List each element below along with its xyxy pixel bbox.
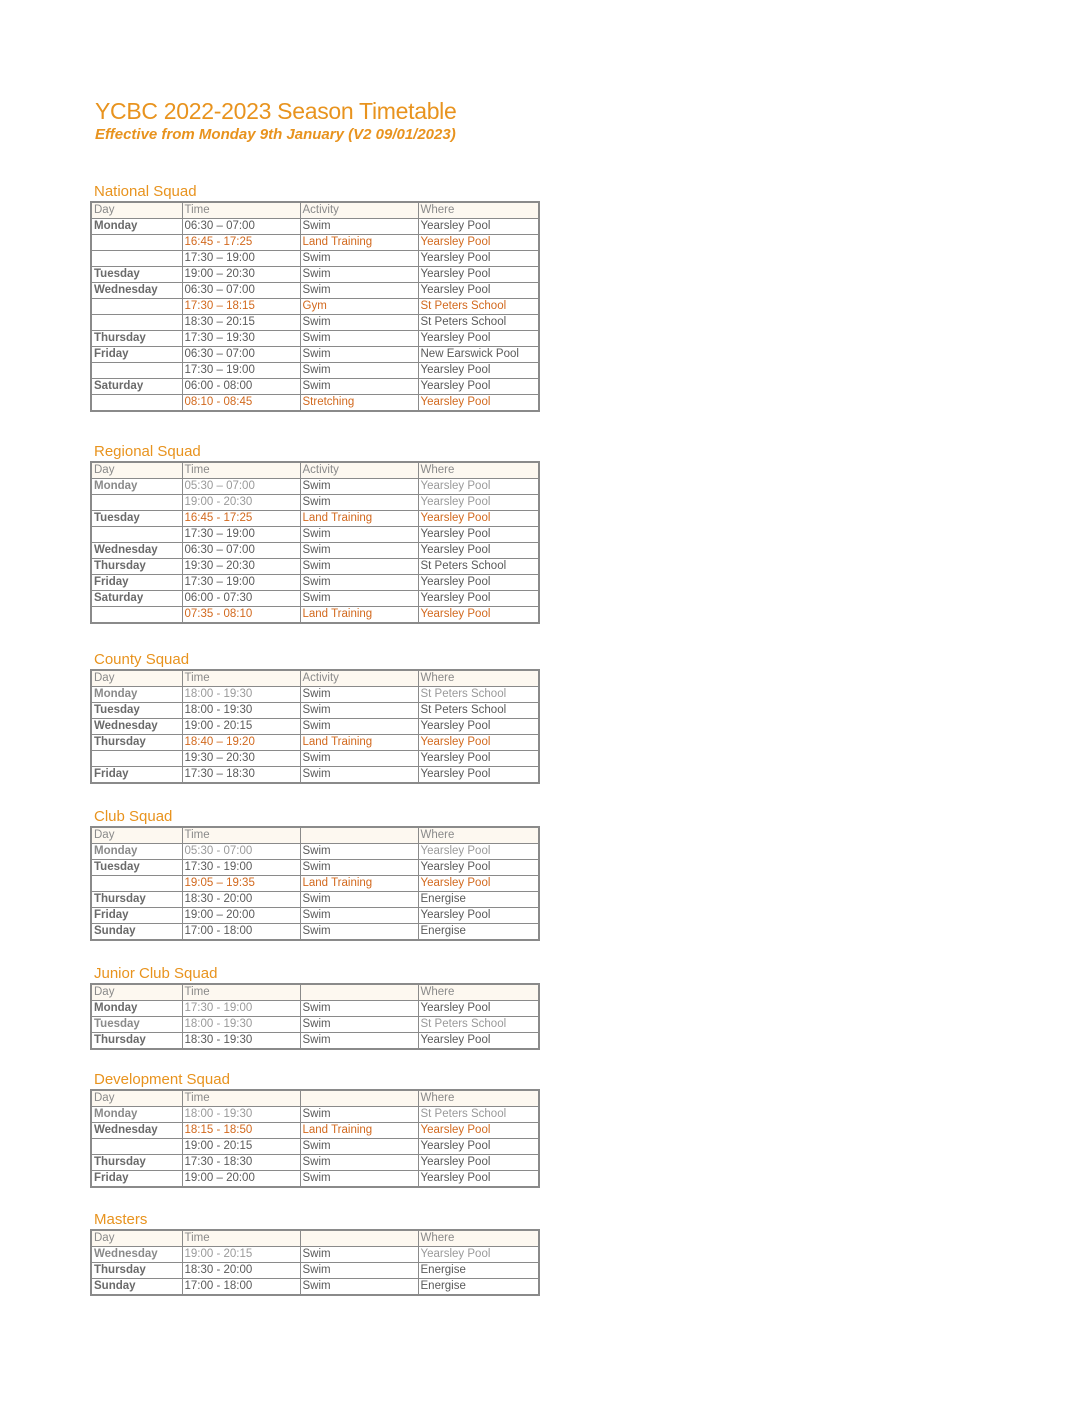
table-row: [91, 283, 539, 299]
cell-activity: Swim: [300, 1279, 418, 1296]
cell-day: Tuesday: [91, 267, 182, 283]
cell-activity: Land Training: [300, 1123, 418, 1139]
cell-where: Yearsley Pool: [418, 1033, 539, 1050]
cell-where: St Peters School: [418, 703, 539, 719]
cell-activity: Swim: [300, 703, 418, 719]
cell-activity: Swim: [300, 1001, 418, 1017]
cell-activity: Swim: [300, 924, 418, 941]
cell-where: Yearsley Pool: [418, 235, 539, 251]
cell-activity: Swim: [300, 251, 418, 267]
cell-where: St Peters School: [418, 299, 539, 315]
squad-title: Club Squad: [94, 808, 173, 825]
cell-day: Monday: [91, 844, 182, 860]
cell-activity: Swim: [300, 1263, 418, 1279]
squad-title: County Squad: [94, 651, 190, 668]
table-row: [91, 607, 539, 624]
cell-time: 17:30 - 19:00: [182, 1001, 300, 1017]
cell-time: 06:30 – 07:00: [182, 219, 300, 235]
cell-where: Yearsley Pool: [418, 1247, 539, 1263]
table-row: [91, 235, 539, 251]
cell-day: [91, 315, 182, 331]
cell-activity: Swim: [300, 315, 418, 331]
cell-where: Yearsley Pool: [418, 495, 539, 511]
table-row: [91, 908, 539, 924]
column-header-day: Day: [91, 1230, 182, 1247]
cell-activity: Swim: [300, 479, 418, 495]
squad-section-junior-club-squad: [90, 965, 538, 1050]
table-row: [91, 703, 539, 719]
cell-day: Thursday: [91, 331, 182, 347]
cell-time: 18:15 - 18:50: [182, 1123, 300, 1139]
table-row: [91, 892, 539, 908]
cell-time: 16:45 - 17:25: [182, 235, 300, 251]
cell-activity: Swim: [300, 591, 418, 607]
timetable-table: [90, 983, 540, 1050]
column-header-time: Time: [182, 462, 300, 479]
cell-activity: Land Training: [300, 876, 418, 892]
table-row: [91, 1107, 539, 1123]
cell-where: Yearsley Pool: [418, 1155, 539, 1171]
cell-day: [91, 251, 182, 267]
table-row: [91, 559, 539, 575]
cell-activity: Swim: [300, 283, 418, 299]
cell-activity: Swim: [300, 1247, 418, 1263]
cell-where: St Peters School: [418, 1017, 539, 1033]
cell-day: Friday: [91, 1171, 182, 1188]
cell-where: Yearsley Pool: [418, 1123, 539, 1139]
cell-activity: Swim: [300, 844, 418, 860]
table-row: [91, 1279, 539, 1296]
cell-activity: Swim: [300, 331, 418, 347]
cell-time: 06:00 - 08:00: [182, 379, 300, 395]
timetable-table: [90, 669, 540, 784]
table-row: [91, 575, 539, 591]
cell-time: 18:00 - 19:30: [182, 1107, 300, 1123]
cell-day: Thursday: [91, 559, 182, 575]
cell-where: New Earswick Pool: [418, 347, 539, 363]
cell-activity: Swim: [300, 908, 418, 924]
cell-activity: Swim: [300, 219, 418, 235]
cell-time: 18:00 - 19:30: [182, 1017, 300, 1033]
cell-where: Yearsley Pool: [418, 331, 539, 347]
table-row: [91, 1247, 539, 1263]
squad-title: Junior Club Squad: [94, 965, 218, 982]
table-row: [91, 527, 539, 543]
cell-time: 05:30 - 07:00: [182, 844, 300, 860]
cell-day: Friday: [91, 767, 182, 784]
cell-activity: Land Training: [300, 607, 418, 624]
cell-activity: Swim: [300, 379, 418, 395]
column-header-day: Day: [91, 202, 182, 219]
cell-where: Yearsley Pool: [418, 735, 539, 751]
table-row: [91, 1001, 539, 1017]
cell-day: Wednesday: [91, 283, 182, 299]
cell-time: 17:00 - 18:00: [182, 924, 300, 941]
table-row: [91, 495, 539, 511]
cell-time: 18:30 - 20:00: [182, 892, 300, 908]
cell-activity: Swim: [300, 559, 418, 575]
cell-day: Friday: [91, 575, 182, 591]
column-header-activity: [300, 1090, 418, 1107]
cell-where: Yearsley Pool: [418, 511, 539, 527]
table-row: [91, 876, 539, 892]
cell-time: 19:00 – 20:00: [182, 908, 300, 924]
table-header-row: [91, 670, 539, 687]
cell-day: Sunday: [91, 924, 182, 941]
cell-day: Wednesday: [91, 719, 182, 735]
column-header-activity: [300, 984, 418, 1001]
cell-where: Yearsley Pool: [418, 876, 539, 892]
column-header-activity: Activity: [300, 462, 418, 479]
table-header-row: [91, 827, 539, 844]
cell-day: Thursday: [91, 1033, 182, 1050]
cell-time: 05:30 – 07:00: [182, 479, 300, 495]
cell-day: Monday: [91, 1001, 182, 1017]
timetable-table: [90, 826, 540, 941]
cell-activity: Swim: [300, 751, 418, 767]
cell-time: 18:30 – 20:15: [182, 315, 300, 331]
cell-where: Yearsley Pool: [418, 767, 539, 784]
cell-activity: Swim: [300, 860, 418, 876]
cell-day: Wednesday: [91, 543, 182, 559]
cell-time: 17:30 – 19:00: [182, 527, 300, 543]
cell-where: Yearsley Pool: [418, 395, 539, 412]
cell-time: 17:30 – 19:00: [182, 575, 300, 591]
table-row: [91, 267, 539, 283]
squad-title: Development Squad: [94, 1071, 230, 1088]
cell-where: Yearsley Pool: [418, 591, 539, 607]
cell-time: 17:30 – 19:30: [182, 331, 300, 347]
cell-where: Yearsley Pool: [418, 844, 539, 860]
cell-day: Monday: [91, 479, 182, 495]
cell-time: 19:05 – 19:35: [182, 876, 300, 892]
squad-title: Masters: [94, 1211, 148, 1228]
column-header-activity: Activity: [300, 670, 418, 687]
cell-activity: Swim: [300, 575, 418, 591]
cell-day: Monday: [91, 1107, 182, 1123]
cell-time: 19:00 – 20:30: [182, 267, 300, 283]
squad-title: Regional Squad: [94, 443, 201, 460]
cell-where: Energise: [418, 1279, 539, 1296]
cell-where: Yearsley Pool: [418, 379, 539, 395]
cell-time: 17:00 - 18:00: [182, 1279, 300, 1296]
cell-day: Wednesday: [91, 1247, 182, 1263]
cell-activity: Swim: [300, 1155, 418, 1171]
squad-section-national-squad: [90, 183, 538, 412]
cell-activity: Gym: [300, 299, 418, 315]
cell-where: Yearsley Pool: [418, 267, 539, 283]
table-row: [91, 363, 539, 379]
cell-where: Yearsley Pool: [418, 607, 539, 624]
page-title: YCBC 2022-2023 Season Timetable: [95, 98, 457, 124]
cell-where: Yearsley Pool: [418, 575, 539, 591]
cell-time: 06:30 – 07:00: [182, 283, 300, 299]
cell-time: 19:30 – 20:30: [182, 559, 300, 575]
cell-where: St Peters School: [418, 1107, 539, 1123]
cell-day: Monday: [91, 219, 182, 235]
table-row: [91, 844, 539, 860]
table-row: [91, 251, 539, 267]
cell-where: Yearsley Pool: [418, 479, 539, 495]
cell-where: Energise: [418, 892, 539, 908]
cell-where: St Peters School: [418, 559, 539, 575]
cell-time: 18:30 - 20:00: [182, 1263, 300, 1279]
cell-day: Tuesday: [91, 703, 182, 719]
column-header-day: Day: [91, 462, 182, 479]
column-header-where: Where: [418, 827, 539, 844]
table-row: [91, 591, 539, 607]
cell-time: 16:45 - 17:25: [182, 511, 300, 527]
table-row: [91, 1017, 539, 1033]
cell-where: St Peters School: [418, 687, 539, 703]
cell-activity: Swim: [300, 1033, 418, 1050]
cell-activity: Swim: [300, 892, 418, 908]
cell-where: St Peters School: [418, 315, 539, 331]
cell-day: Thursday: [91, 1263, 182, 1279]
cell-where: Yearsley Pool: [418, 251, 539, 267]
cell-time: 06:30 – 07:00: [182, 543, 300, 559]
cell-time: 17:30 – 19:00: [182, 251, 300, 267]
cell-activity: Swim: [300, 267, 418, 283]
table-row: [91, 1123, 539, 1139]
column-header-where: Where: [418, 1230, 539, 1247]
cell-activity: Stretching: [300, 395, 418, 412]
cell-activity: Swim: [300, 719, 418, 735]
table-header-row: [91, 1090, 539, 1107]
squad-section-club-squad: [90, 808, 538, 941]
table-row: [91, 1139, 539, 1155]
page-subtitle: Effective from Monday 9th January (V2 09/01/2023): [95, 126, 456, 143]
cell-where: Yearsley Pool: [418, 908, 539, 924]
cell-day: [91, 751, 182, 767]
table-row: [91, 1263, 539, 1279]
column-header-time: Time: [182, 1090, 300, 1107]
cell-day: [91, 363, 182, 379]
column-header-day: Day: [91, 984, 182, 1001]
table-row: [91, 924, 539, 941]
squad-section-masters: [90, 1211, 538, 1296]
cell-activity: Land Training: [300, 511, 418, 527]
table-row: [91, 860, 539, 876]
cell-activity: Swim: [300, 495, 418, 511]
cell-time: 18:40 – 19:20: [182, 735, 300, 751]
cell-where: Yearsley Pool: [418, 527, 539, 543]
table-row: [91, 379, 539, 395]
table-row: [91, 719, 539, 735]
column-header-time: Time: [182, 984, 300, 1001]
cell-time: 17:30 – 19:00: [182, 363, 300, 379]
squad-section-development-squad: [90, 1071, 538, 1188]
cell-time: 19:00 – 20:00: [182, 1171, 300, 1188]
column-header-activity: Activity: [300, 202, 418, 219]
column-header-time: Time: [182, 202, 300, 219]
cell-day: [91, 495, 182, 511]
cell-activity: Swim: [300, 767, 418, 784]
cell-activity: Swim: [300, 543, 418, 559]
column-header-day: Day: [91, 1090, 182, 1107]
cell-day: Monday: [91, 687, 182, 703]
column-header-activity: [300, 1230, 418, 1247]
column-header-day: Day: [91, 827, 182, 844]
cell-time: 17:30 – 18:30: [182, 767, 300, 784]
timetable-table: [90, 1229, 540, 1296]
cell-day: Thursday: [91, 892, 182, 908]
table-header-row: [91, 462, 539, 479]
table-row: [91, 479, 539, 495]
timetable-table: [90, 461, 540, 624]
cell-activity: Land Training: [300, 735, 418, 751]
cell-day: Thursday: [91, 735, 182, 751]
cell-where: Yearsley Pool: [418, 283, 539, 299]
cell-where: Yearsley Pool: [418, 860, 539, 876]
table-row: [91, 1033, 539, 1050]
timetable-table: [90, 1089, 540, 1188]
cell-day: Friday: [91, 347, 182, 363]
table-header-row: [91, 1230, 539, 1247]
squad-title: National Squad: [94, 183, 197, 200]
cell-where: Yearsley Pool: [418, 1139, 539, 1155]
table-row: [91, 315, 539, 331]
cell-day: [91, 395, 182, 412]
cell-where: Yearsley Pool: [418, 1171, 539, 1188]
cell-activity: Swim: [300, 527, 418, 543]
table-row: [91, 687, 539, 703]
cell-time: 19:00 - 20:30: [182, 495, 300, 511]
table-row: [91, 735, 539, 751]
cell-time: 19:00 - 20:15: [182, 719, 300, 735]
table-row: [91, 1155, 539, 1171]
cell-day: [91, 1139, 182, 1155]
table-row: [91, 1171, 539, 1188]
table-row: [91, 395, 539, 412]
column-header-where: Where: [418, 202, 539, 219]
cell-time: 19:30 – 20:30: [182, 751, 300, 767]
cell-time: 18:00 - 19:30: [182, 687, 300, 703]
cell-activity: Swim: [300, 687, 418, 703]
cell-day: Saturday: [91, 379, 182, 395]
cell-time: 18:00 - 19:30: [182, 703, 300, 719]
cell-day: [91, 235, 182, 251]
table-row: [91, 219, 539, 235]
column-header-where: Where: [418, 462, 539, 479]
cell-time: 18:30 - 19:30: [182, 1033, 300, 1050]
column-header-activity: [300, 827, 418, 844]
cell-where: Yearsley Pool: [418, 719, 539, 735]
table-row: [91, 347, 539, 363]
cell-activity: Land Training: [300, 235, 418, 251]
cell-time: 08:10 - 08:45: [182, 395, 300, 412]
cell-activity: Swim: [300, 1139, 418, 1155]
table-row: [91, 331, 539, 347]
cell-time: 06:00 - 07:30: [182, 591, 300, 607]
column-header-where: Where: [418, 984, 539, 1001]
cell-time: 06:30 – 07:00: [182, 347, 300, 363]
cell-where: Yearsley Pool: [418, 543, 539, 559]
cell-day: Saturday: [91, 591, 182, 607]
cell-day: Wednesday: [91, 1123, 182, 1139]
table-row: [91, 511, 539, 527]
cell-day: Sunday: [91, 1279, 182, 1296]
cell-where: Yearsley Pool: [418, 219, 539, 235]
squad-section-regional-squad: [90, 443, 538, 624]
cell-day: Tuesday: [91, 511, 182, 527]
cell-activity: Swim: [300, 1017, 418, 1033]
cell-where: Yearsley Pool: [418, 1001, 539, 1017]
table-row: [91, 299, 539, 315]
column-header-where: Where: [418, 670, 539, 687]
cell-day: [91, 876, 182, 892]
column-header-day: Day: [91, 670, 182, 687]
column-header-time: Time: [182, 670, 300, 687]
cell-day: Friday: [91, 908, 182, 924]
column-header-where: Where: [418, 1090, 539, 1107]
cell-time: 17:30 - 18:30: [182, 1155, 300, 1171]
table-row: [91, 543, 539, 559]
cell-day: [91, 607, 182, 624]
cell-activity: Swim: [300, 363, 418, 379]
cell-where: Energise: [418, 1263, 539, 1279]
cell-day: Tuesday: [91, 860, 182, 876]
table-row: [91, 751, 539, 767]
cell-day: [91, 299, 182, 315]
cell-time: 17:30 - 19:00: [182, 860, 300, 876]
timetable-table: [90, 201, 540, 412]
cell-where: Energise: [418, 924, 539, 941]
cell-time: 07:35 - 08:10: [182, 607, 300, 624]
cell-activity: Swim: [300, 1107, 418, 1123]
table-header-row: [91, 202, 539, 219]
cell-day: Tuesday: [91, 1017, 182, 1033]
cell-activity: Swim: [300, 1171, 418, 1188]
squad-section-county-squad: [90, 651, 538, 784]
cell-time: 19:00 - 20:15: [182, 1139, 300, 1155]
cell-activity: Swim: [300, 347, 418, 363]
cell-time: 17:30 – 18:15: [182, 299, 300, 315]
table-header-row: [91, 984, 539, 1001]
cell-where: Yearsley Pool: [418, 751, 539, 767]
column-header-time: Time: [182, 827, 300, 844]
table-row: [91, 767, 539, 784]
cell-day: Thursday: [91, 1155, 182, 1171]
cell-day: [91, 527, 182, 543]
cell-where: Yearsley Pool: [418, 363, 539, 379]
column-header-time: Time: [182, 1230, 300, 1247]
cell-time: 19:00 - 20:15: [182, 1247, 300, 1263]
